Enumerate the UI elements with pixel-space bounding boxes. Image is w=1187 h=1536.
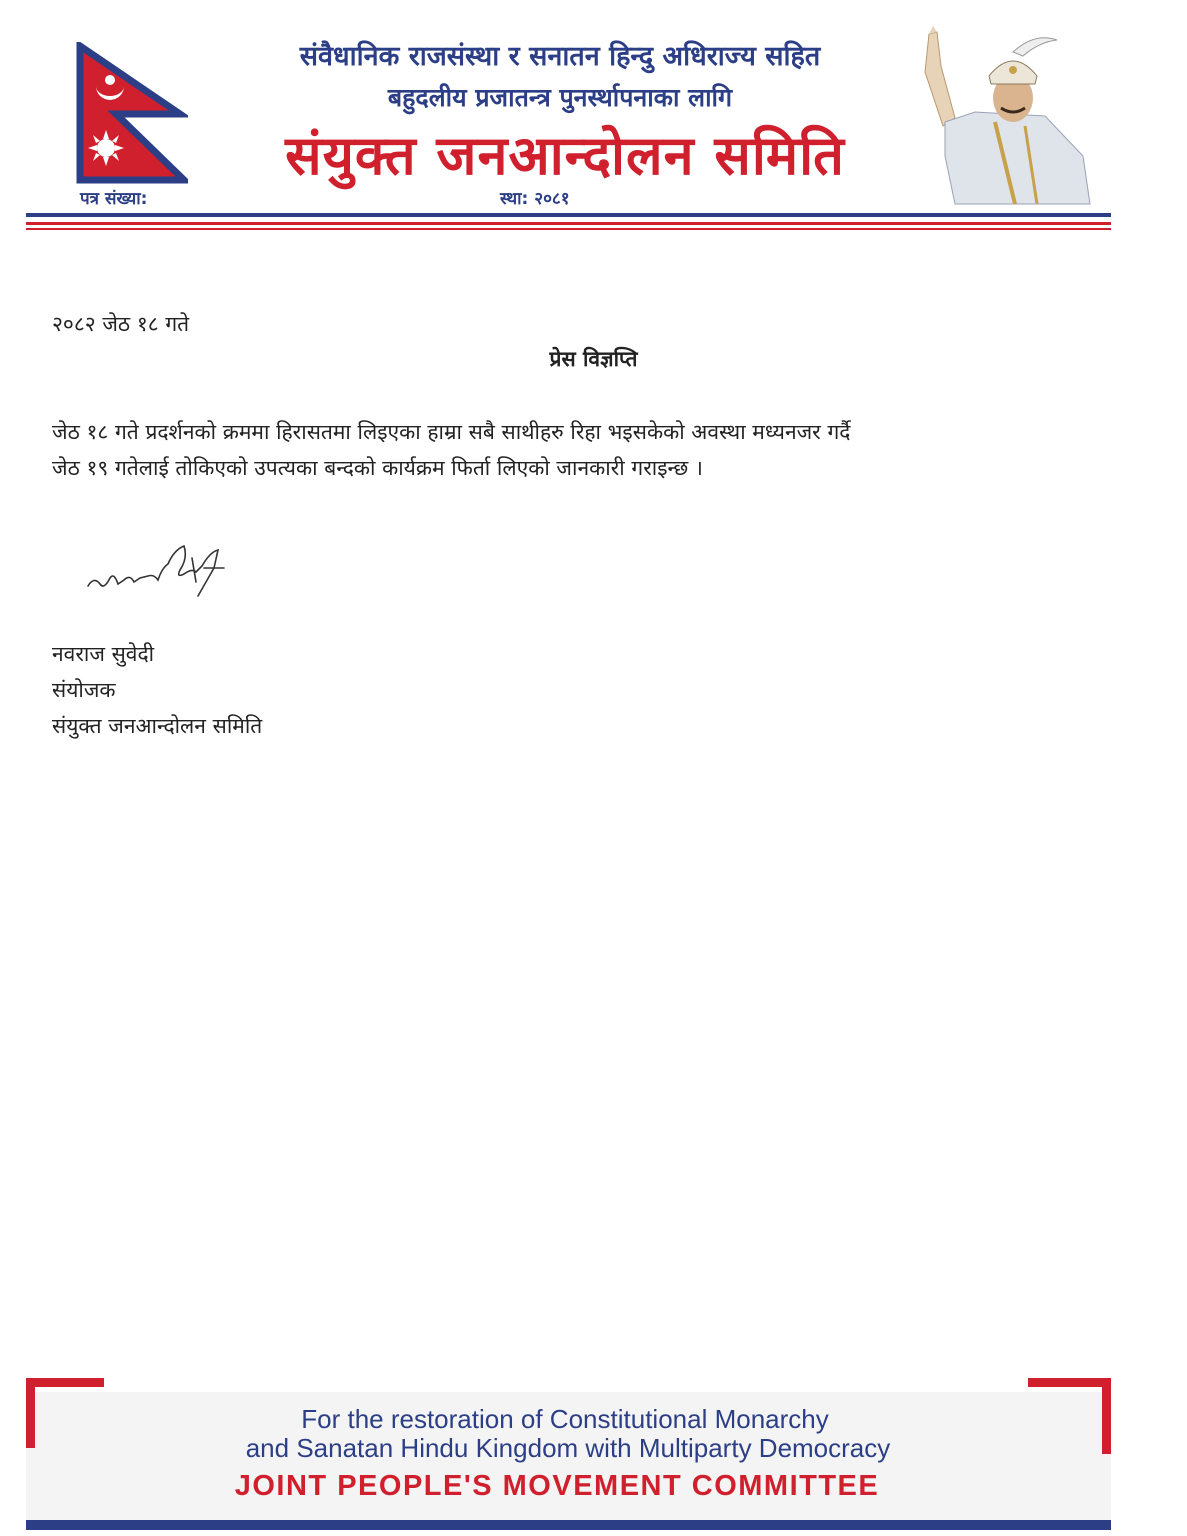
signer-role: संयोजक — [52, 678, 116, 702]
signer-block — [52, 636, 262, 744]
footer-bar — [26, 1520, 1111, 1530]
footer-bracket-right-top — [1028, 1378, 1111, 1387]
letter-number-label: पत्र संख्या: — [80, 189, 148, 209]
nepal-flag-logo — [76, 42, 188, 184]
signer-name: नवराज सुवेदी — [52, 642, 155, 666]
signer-organization: संयुक्त जनआन्दोलन समिति — [52, 714, 263, 738]
press-release-body — [52, 414, 1142, 486]
footer-bracket-left-top — [26, 1378, 104, 1387]
king-portrait-image — [915, 26, 1095, 206]
handwritten-signature — [84, 528, 234, 608]
header-subtitle-line2: बहुदलीय प्रजातन्त्र पुनर्स्थापनाका लागि — [387, 83, 733, 112]
press-release-title: प्रेस विज्ञप्ति — [549, 347, 638, 371]
header-subtitle-line1: संवैधानिक राजसंस्था र सनातन हिन्दु अधिराज्य सहित — [299, 41, 821, 72]
established-year: स्था: २०८१ — [500, 189, 570, 209]
header-rule-red-thin — [26, 228, 1111, 230]
letter-date: २०८२ जेठ १८ गते — [52, 312, 190, 336]
footer-tagline-line2: and Sanatan Hindu Kingdom with Multiparty Democracy — [245, 1433, 891, 1463]
body-line: जेठ १८ गते प्रदर्शनको क्रममा हिरासतमा लिइएका हाम्रा सबै साथीहरु रिहा भइसकेको अवस्था मध्यनजर गर्दै — [52, 420, 851, 444]
organization-title: संयुक्त जनआन्दोलन समिति — [285, 124, 845, 187]
header-rule-blue — [26, 213, 1111, 217]
header-rule-red — [26, 222, 1111, 225]
body-line: जेठ १९ गतेलाई तोकिएको उपत्यका बन्दको कार्यक्रम फिर्ता लिएको जानकारी गराइन्छ । — [52, 456, 703, 480]
footer-organization-title: JOINT PEOPLE'S MOVEMENT COMMITTEE — [234, 1470, 880, 1502]
footer-tagline-line1: For the restoration of Constitutional Monarchy — [301, 1404, 829, 1434]
